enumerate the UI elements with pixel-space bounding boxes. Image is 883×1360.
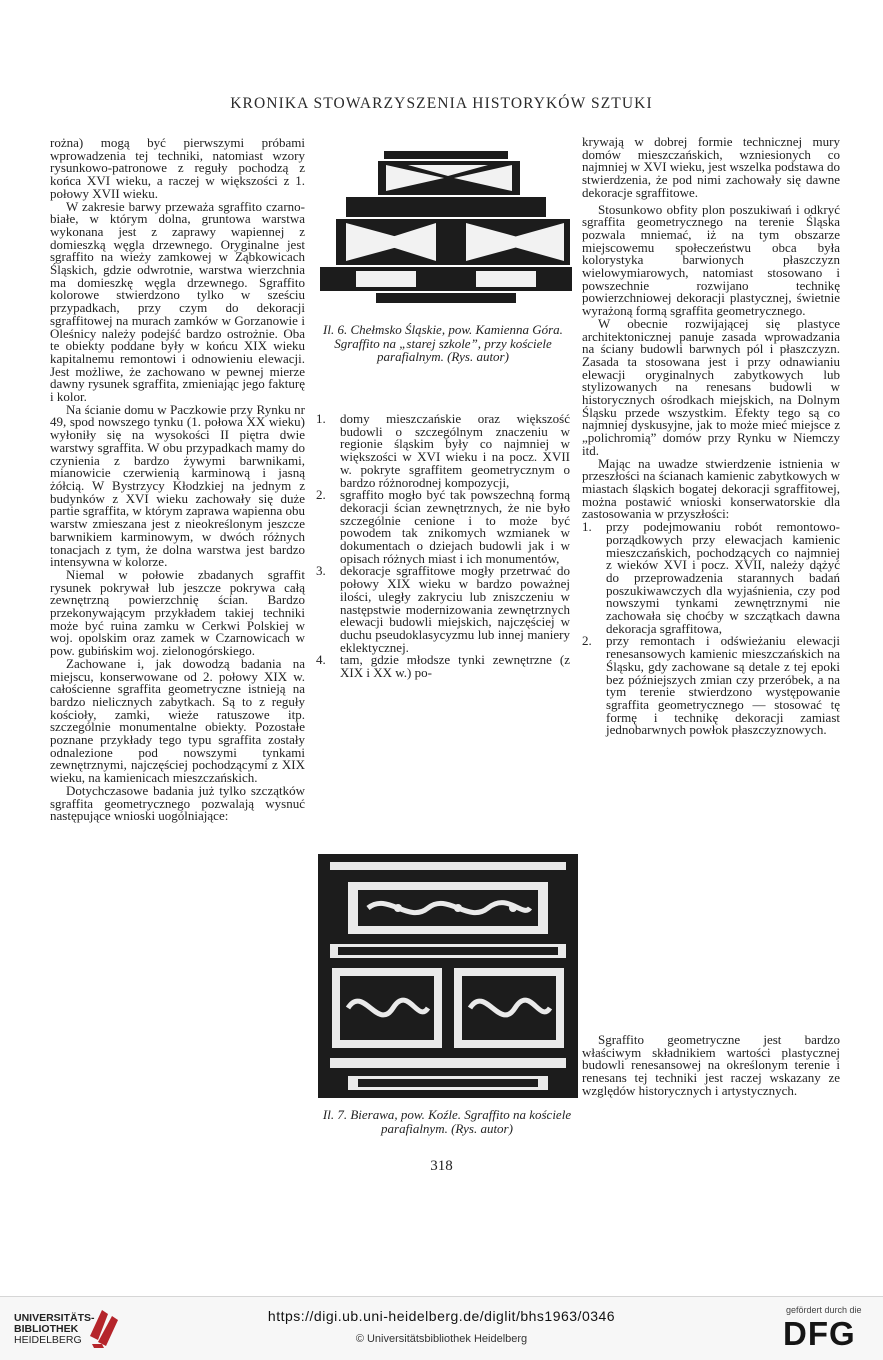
list-item bbox=[582, 635, 840, 737]
paragraph: Sgraffito geometryczne jest bardzo właściwym składnikiem wartości plastycznej budowli renesansowej na określonym terenie i renesans tej techniki jest raczej wskazany ze względów historycznych i artystycznych. bbox=[582, 1032, 840, 1098]
paragraph: Stosunkowo obfity plon poszukiwań i odkryć sgraffita geometrycznego na terenie Śląska pozwala mniemać, iż na tym obszarze miejscowemu społeczeństwu obca była kolorystyka barwionych płaszczyzn wielowymiarowych, natomiast stosowano i powszechnie rozwijano technikę powierzchniowej dekoracji plastycznej, świetnie wyrażoną formą sgraffita geometrycznego. bbox=[582, 201, 840, 319]
figure-6-sgraffito-drawing bbox=[316, 147, 574, 305]
page-number: 318 bbox=[430, 1158, 453, 1174]
paragraph: W obecnie rozwijającej się plastyce architektonicznej panuje zasada wprowadzania na ściany budowli barwnych pól i płaszczyzn. Zasada ta stosowana jest i przy odnawianiu elewacji oryginalnych zabytkowych lub stylizowanych na renesans budowli w historycznych ośrodkach miejskich, na Dolnym Śląsku przede wszystkim. Efekty tego są co najmniej dyskusyjne, jak to może mieć miejsce z „polichromią” domów przy Rynku w Niemczy itd. bbox=[582, 315, 840, 458]
logo-line: UNIVERSITÄTS- bbox=[14, 1312, 95, 1324]
list-number: 2. bbox=[316, 487, 326, 503]
text-column-left bbox=[50, 137, 305, 823]
paragraph: Zachowane i, jak dowodzą badania na miejscu, konserwowane od 2. połowy XIX w. całościenne sgraffita geometryczne istnieją na bardzo nielicznych zabytkach. Są to z reguły kościoły, zamki, wieże ratuszowe itp. szczególnie monumentalne obiekty. Pozostałe poznane przykłady tego typu sgraffita zostały odnalezione pod nowszymi tynkami zewnętrznymi, najczęściej pochodzącymi z XIX wieku, na kamienicach mieszczańskich. bbox=[50, 655, 305, 786]
permalink-url[interactable]: https://digi.ub.uni-heidelberg.de/diglit/bhs1963/0346 bbox=[267, 1308, 616, 1324]
funding-note: gefördert durch die bbox=[786, 1305, 862, 1315]
list-item-text: przy podejmowaniu robót remontowo-porządkowych przy elewacjach kamienic mieszczańskich, pochodzących co najmniej z wieków XVI i pocz. XVII, należy dążyć do przeprowadzenia starannych badań poszukiwawczych dla wyjaśnienia, czy pod nowszymi tynkami zewnętrznymi nie zachowała się choćby w szczątkach dawna dekoracja sgraffitowa, bbox=[606, 519, 840, 636]
figure-6-caption: Il. 6. Chełmsko Śląskie, pow. Kamienna Góra. Sgraffito na „starej szkole”, przy kościele parafialnym. (Rys. autor) bbox=[323, 322, 563, 365]
paragraph: Dotychczasowe badania już tylko szczątków sgraffita geometrycznego pozwalają wysnuć następujące wnioski uogólniające: bbox=[50, 782, 305, 824]
logo-line: BIBLIOTHEK bbox=[14, 1323, 79, 1335]
figure-7-caption: Il. 7. Bierawa, pow. Koźle. Sgraffito na kościele parafialnym. (Rys. autor) bbox=[322, 1107, 572, 1136]
copyright-text: © Universitätsbibliothek Heidelberg bbox=[355, 1333, 528, 1345]
list-item bbox=[316, 565, 570, 654]
paragraph: Na ścianie domu w Paczkowie przy Rynku nr 49, spod nowszego tynku (1. połowa XX wieku) wyłoniły się na wysokości II piętra dwie warstwy sgraffita. W obu przypadkach mamy do czynienia z bardzo żywymi barwnikami, mianowicie czerwienią karminową i jasną żółcią. W Bystrzycy Kłodzkiej na jednym z budynków z XVI wieku zachowały się duże partie sgraffita, w którym zaprawa wapienna obu warstw zmieszana jest z nieokreślonym jeszcze barwnikiem karminowym, w dwóch różnych tonacjach z tym, że dolna warstwa jest bardzo intensywna w kolorze. bbox=[50, 401, 305, 570]
list-item bbox=[582, 521, 840, 635]
text-column-right bbox=[582, 136, 840, 737]
library-footer bbox=[0, 1296, 883, 1360]
list-item bbox=[316, 413, 570, 489]
figure-7-sgraffito-drawing bbox=[318, 848, 578, 1102]
text-column-middle bbox=[316, 413, 570, 680]
list-number: 1. bbox=[316, 411, 326, 426]
list-item-text: przy remontach i odświeżaniu elewacji renesansowych kamienic mieszczańskich na Śląsku, gdy zachowane są detale z tej epoki bez późniejszych zmian czy przeróbek, a na tym terenie stwierdzono występowanie sgraffita geometrycznego — stosować tę formę i technikę dekoracji zamiast jednobarwnych powłok płaszczyznowych. bbox=[606, 633, 840, 738]
list-item-text: sgraffito mogło być tak powszechną formą dekoracji ścian zewnętrznych, że nie było szczególnie cenione i to może być powodem tak znikomych wzmianek w dokumentach o dziejach budowli jak i w opisach różnych miast i ich monumentów, bbox=[340, 487, 570, 566]
list-item bbox=[316, 654, 570, 679]
dfg-logo: DFG bbox=[783, 1315, 856, 1352]
paragraph: rożna) mogą być pierwszymi próbami wprowadzenia tej techniki, natomiast wzory rysunkowo-patronowe z reguły pochodzą z końca XVI wieku, a raczej w większości z 1. połowy XVII wieku. bbox=[50, 135, 305, 201]
text-column-right-end bbox=[582, 1034, 840, 1098]
logo-line: HEIDELBERG bbox=[14, 1334, 82, 1346]
paragraph: Niemal w połowie zbadanych sgraffit rysunek pokrywał lub jeszcze pokrywa całą zewnętrzną powierzchnię ścian. Bardzo przekonywającym przykładem takiej techniki może być ruina zamku w Cerkwi Polskiej w woj. opolskim oraz zamek w Czarnowicach w pow. gubińskim woj. zielonogórskiego. bbox=[50, 566, 305, 659]
paragraph: W zakresie barwy przeważa sgraffito czarno-białe, w którym dolna, gruntowa warstwa wykonana jest z zaprawy wapiennej z domieszką węgla drzewnego. Oryginalne jest sgraffito na wieży zamkowej w Ząbkowicach Śląskich, gdzie odwrotnie, warstwa wierzchnia ma domieszkę węgla drzewnego. Sgraffito kolorowe stwierdzono tylko w sześciu przypadkach, przy czym do dekoracji sgraffitowej na murach zamków w Gorzanowie i Oleśnicy należy podejść bardzo ostrożnie. Oba te obiekty poddane były w końcu XIX wieku kapitalnemu remontowi i odnowieniu elewacji. Jest możliwe, że zachowano w pewnej mierze dawny rysunek sgraffita, zmieniając jego fakturę i kolor. bbox=[50, 198, 305, 405]
list-number: 4. bbox=[316, 652, 326, 668]
list-number: 3. bbox=[316, 563, 326, 579]
list-item-text: dekoracje sgraffitowe mogły przetrwać do połowy XIX wieku w bardzo poważnej ilości, uległy zakryciu lub zniszczeniu w następstwie modernizowania zewnętrznych elewacji budowli miejskich, najczęściej w duchu pseudoklasycyzmu lub innej maniery eklektycznej. bbox=[340, 563, 570, 655]
list-item-text: domy mieszczańskie oraz większość budowli o szczególnym znaczeniu w regionie śląskim były co najmniej w większości w XVI wieku i na pocz. XVII w. pokryte sgraffitem geometrycznym o bardzo różnorodnej kompozycji, bbox=[340, 411, 570, 490]
list-number: 2. bbox=[582, 633, 592, 649]
list-item-text: tam, gdzie młodsze tynki zewnętrzne (z XIX i XX w.) po- bbox=[340, 652, 570, 681]
paragraph: krywają w dobrej formie technicznej mury domów mieszczańskich, wzniesionych co najmniej w XVI wieku, jest wszelka podstawa do stwierdzenia, że pod nimi zachowały się dawne dekoracje sgraffitowe. bbox=[582, 134, 840, 200]
list-item bbox=[316, 489, 570, 565]
running-header: KRONIKA STOWARZYSZENIA HISTORYKÓW SZTUKI bbox=[230, 95, 653, 112]
list-number: 1. bbox=[582, 519, 592, 535]
paragraph: Mając na uwadze stwierdzenie istnienia w przeszłości na ścianach kamienic zabytkowych w miastach śląskich bogatej dekoracji sgraffitowej, można postawić wnioski konserwatorskie dla zastosowania w przyszłości: bbox=[582, 455, 840, 522]
